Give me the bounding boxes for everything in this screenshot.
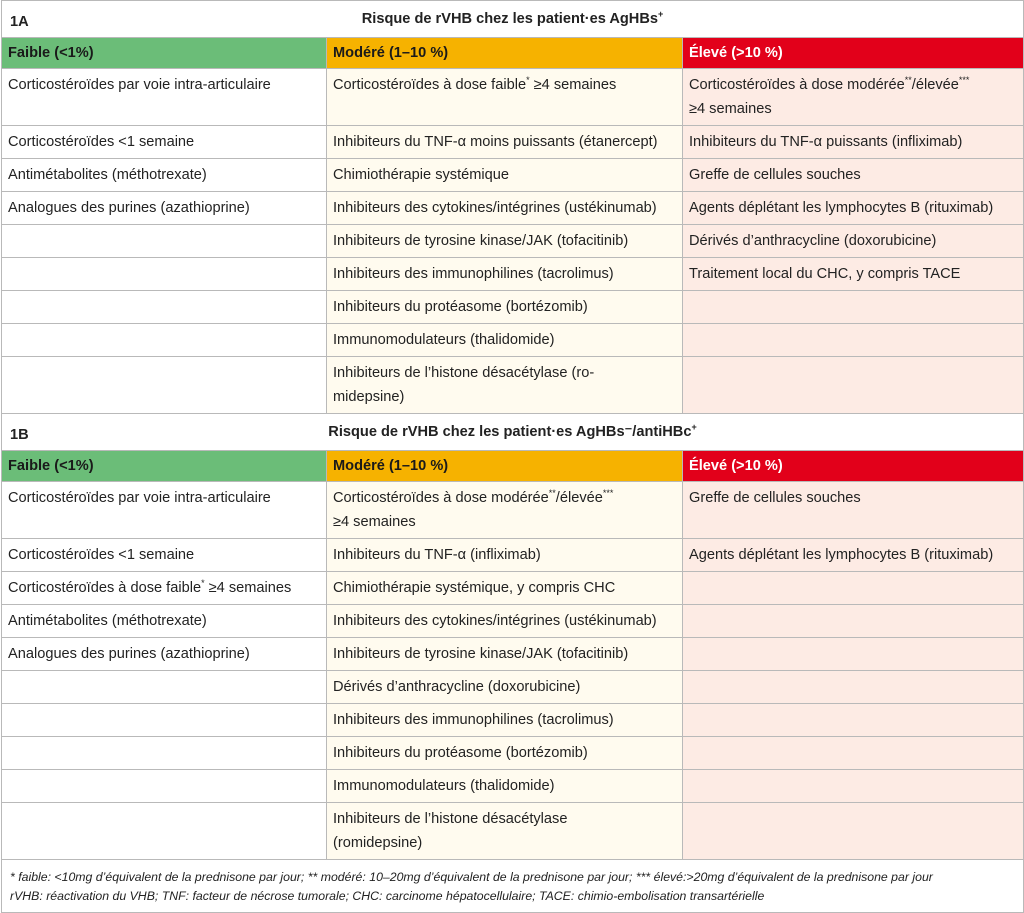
table-row [2, 159, 1024, 192]
table-1b-cell-low: Analogues des purines (azathioprine) [2, 638, 327, 671]
table-1b-cell-low [2, 770, 327, 803]
table-1b-cell-high: Agents déplétant les lymphocytes B (rituximab) [683, 539, 1024, 572]
table-1a-cell-low [2, 357, 327, 414]
table-1b-cell-moderate: Chimiothérapie systémique, y compris CHC [327, 572, 683, 605]
table-1b-title-sup: + [691, 422, 697, 433]
table-1a-title-row [2, 1, 1024, 38]
table-1a-header-moderate: Modéré (1–10 %) [327, 38, 683, 69]
risk-table [1, 0, 1024, 913]
table-1b-body [2, 482, 1024, 860]
cell-text: Corticostéroïdes à dose faible [8, 580, 202, 596]
cell-text: /élevée [911, 77, 959, 93]
table-1b-cell-high [683, 737, 1024, 770]
table-1b-cell-low: Corticostéroïdes <1 semaine [2, 539, 327, 572]
table-row [2, 770, 1024, 803]
table-1b-cell-high [683, 638, 1024, 671]
cell-text: Corticostéroïdes à dose faible [333, 77, 527, 93]
table-row [2, 126, 1024, 159]
cell-text: ≥4 semaines [204, 580, 292, 596]
cell-text: ≥4 semaines [689, 101, 772, 117]
table-1a-cell-moderate: Inhibiteurs des immunophilines (tacrolimus) [327, 258, 683, 291]
table-1a-cell-high [683, 324, 1024, 357]
table-row [2, 605, 1024, 638]
table-row [2, 225, 1024, 258]
cell-text: ≥4 semaines [333, 514, 416, 530]
table-1a-cell-low [2, 225, 327, 258]
table-1a-cell-low [2, 291, 327, 324]
table-1b-cell-moderate: Inhibiteurs des immunophilines (tacrolimus) [327, 704, 683, 737]
table-1b-cell-low [2, 803, 327, 860]
table-1b-header-row [2, 451, 1024, 482]
table-1a-cell-high: Inhibiteurs du TNF-α puissants (infliximab) [683, 126, 1024, 159]
table-1b-cell-moderate: Dérivés d’anthracycline (doxorubicine) [327, 671, 683, 704]
table-1a-cell-moderate: Inhibiteurs de tyrosine kinase/JAK (tofacitinib) [327, 225, 683, 258]
table-row [2, 704, 1024, 737]
table-1a-cell-high: Traitement local du CHC, y compris TACE [683, 258, 1024, 291]
footnote-row [2, 860, 1024, 913]
table-1a-cell-low: Analogues des purines (azathioprine) [2, 192, 327, 225]
table-row [2, 482, 1024, 539]
table-row [2, 192, 1024, 225]
footnote-mark: *** [602, 488, 614, 499]
table-1a-cell-high: Agents déplétant les lymphocytes B (rituximab) [683, 192, 1024, 225]
table-1a-cell-low [2, 324, 327, 357]
table-1b-cell-high [683, 605, 1024, 638]
table-1a-cell-high: Dérivés d’anthracycline (doxorubicine) [683, 225, 1024, 258]
table-1b-cell-low: Corticostéroïdes par voie intra-articulaire [2, 482, 327, 539]
table-1b-header-moderate: Modéré (1–10 %) [327, 451, 683, 482]
cell-text: midepsine) [333, 389, 405, 405]
table-1a-cell-moderate: Immunomodulateurs (thalidomide) [327, 324, 683, 357]
cell-text: Inhibiteurs de l’histone désacétylase [333, 811, 568, 827]
footnote-dosage: * faible: <10mg d’équivalent de la prednisone par jour; ** modéré: 10–20mg d’équivalent de la prednisone par jour; *** élevé:>20mg d’équivalent de la prednisone par jour [10, 870, 933, 884]
table-1a-cell-low: Corticostéroïdes par voie intra-articulaire [2, 69, 327, 126]
table-row [2, 671, 1024, 704]
table-row [2, 638, 1024, 671]
table-1a-cell-low: Corticostéroïdes <1 semaine [2, 126, 327, 159]
table-1b-cell-low: Antimétabolites (méthotrexate) [2, 605, 327, 638]
table-1a-cell-moderate [327, 69, 683, 126]
table-1a-cell-moderate: Inhibiteurs du protéasome (bortézomib) [327, 291, 683, 324]
table-1b-cell-moderate [327, 803, 683, 860]
table-1b-cell-low [2, 572, 327, 605]
table-1b-title-cell [2, 414, 1024, 451]
table-row [2, 291, 1024, 324]
table-1a-cell-moderate: Inhibiteurs des cytokines/intégrines (ustékinumab) [327, 192, 683, 225]
table-1b-cell-moderate: Inhibiteurs de tyrosine kinase/JAK (tofacitinib) [327, 638, 683, 671]
table-1a-cell-high: Greffe de cellules souches [683, 159, 1024, 192]
table-1a-cell-high [683, 357, 1024, 414]
cell-text: ≥4 semaines [529, 77, 617, 93]
table-1a-title-sup: + [658, 9, 664, 20]
table-1b-cell-moderate: Inhibiteurs des cytokines/intégrines (ustékinumab) [327, 605, 683, 638]
table-1b-title [10, 420, 1015, 444]
table-row [2, 737, 1024, 770]
table-1b-cell-high [683, 770, 1024, 803]
table-1b-title-text: Risque de rVHB chez les patient·es AgHBs⁻/antiHBc [328, 424, 692, 440]
footnote-mark: ** [548, 488, 556, 499]
cell-text: (romidepsine) [333, 835, 423, 851]
table-1b-cell-low [2, 671, 327, 704]
cell-text: /élevée [555, 490, 603, 506]
table-1b-cell-high [683, 704, 1024, 737]
table-row [2, 572, 1024, 605]
table-row [2, 539, 1024, 572]
table-1a-section-label: 1A [10, 14, 29, 30]
footnote-mark: * [201, 578, 205, 589]
table-row [2, 357, 1024, 414]
table-1b-cell-high [683, 671, 1024, 704]
table-1b-cell-low [2, 704, 327, 737]
table-row [2, 258, 1024, 291]
table-1b-cell-high: Greffe de cellules souches [683, 482, 1024, 539]
table-1b-cell-high [683, 572, 1024, 605]
table-1b-header-low: Faible (<1%) [2, 451, 327, 482]
cell-text: Inhibiteurs de l’histone désacétylase (ro- [333, 365, 595, 381]
table-row [2, 324, 1024, 357]
table-1b-title-row [2, 414, 1024, 451]
table-row [2, 803, 1024, 860]
table-1b-header-high: Élevé (>10 %) [683, 451, 1024, 482]
table-1a-cell-low [2, 258, 327, 291]
table-1a-header-high: Élevé (>10 %) [683, 38, 1024, 69]
table-1b-cell-moderate: Immunomodulateurs (thalidomide) [327, 770, 683, 803]
table-1a-cell-moderate: Chimiothérapie systémique [327, 159, 683, 192]
table-1a-cell-low: Antimétabolites (méthotrexate) [2, 159, 327, 192]
table-1a-cell-high [683, 69, 1024, 126]
cell-text: Corticostéroïdes à dose modérée [689, 77, 905, 93]
table-1b-cell-low [2, 737, 327, 770]
table-1a-title [10, 7, 1015, 31]
table-1a-header-row [2, 38, 1024, 69]
table-1b-cell-moderate: Inhibiteurs du TNF-α (infliximab) [327, 539, 683, 572]
table-1b-cell-moderate: Inhibiteurs du protéasome (bortézomib) [327, 737, 683, 770]
table-1a-title-text: Risque de rVHB chez les patient·es AgHBs [361, 11, 659, 27]
table-row [2, 69, 1024, 126]
footnote-mark: ** [904, 75, 912, 86]
footnote-abbreviations: rVHB: réactivation du VHB; TNF: facteur de nécrose tumorale; CHC: carcinome hépatocellulaire; TACE: chimio-embolisation transartérielle [10, 889, 765, 903]
table-1a-header-low: Faible (<1%) [2, 38, 327, 69]
table-1b-cell-high [683, 803, 1024, 860]
cell-text: Corticostéroïdes à dose modérée [333, 490, 549, 506]
table-1b-cell-moderate [327, 482, 683, 539]
footnote-cell [2, 860, 1024, 913]
footnote-mark: *** [958, 75, 970, 86]
table-1a-cell-moderate [327, 357, 683, 414]
table-1a-cell-moderate: Inhibiteurs du TNF-α moins puissants (étanercept) [327, 126, 683, 159]
table-1b-section-label: 1B [10, 427, 29, 443]
footnote-mark: * [526, 75, 530, 86]
table-1a-cell-high [683, 291, 1024, 324]
table-1a-title-cell [2, 1, 1024, 38]
table-1a-body [2, 69, 1024, 414]
